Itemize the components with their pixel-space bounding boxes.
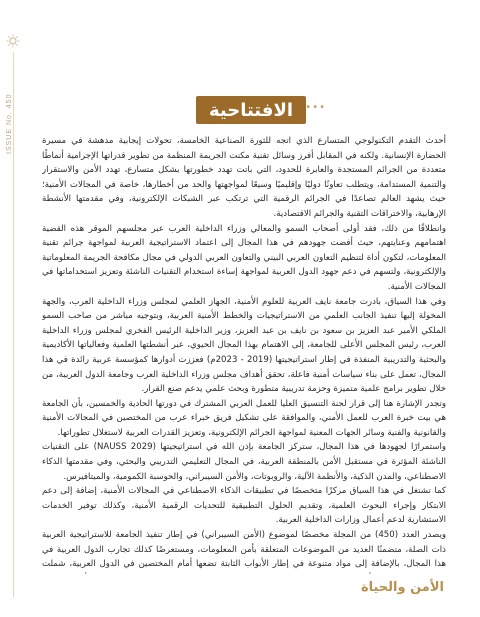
page-title: الافتتاحية <box>208 99 294 121</box>
paragraph: وتجدر الإشارة هنا إلى قرار لجنة التنسيق العليا للعمل العربي المشترك في دورتها الحادية والخمسين، بأن الجامعة هي بيت خبرة العرب للعمل الأمني، والموافقة على تشكيل فريق خبراء عرب من المختصين في المجالات الأمنية والقانونية والفنية وسائر الجهات المعنية لمواجهة الجرائم الإلكترونية، وتعزيز القدرات العربية لاستغلال تطوراتها. <box>42 398 446 438</box>
paragraph: واستمرارًا لجهودها في هذا المجال، ستركز الجامعة بإذن الله في استراتيجيتها (NAUSS 2029) على التقنيات الناشئة المؤثرة في مستقبل الأمن بالمنطقة العربية، في المجال التعليمي التدريبي والبحثي، وفي مقدمتها الذكاء الاصطناعي، والمدن الذكية، والأنظمة الآلية، والروبوتات، والأمن السيبراني، والحوسبة الكمومية، والميتافيرس. <box>42 442 446 482</box>
editorial-body <box>42 134 446 574</box>
sidebar <box>0 0 32 617</box>
paragraph: كما تشتغل في هذا السياق مركزًا متخصصًا في تطبيقات الذكاء الاصطناعي في المجالات الأمنية، إضافة إلى دعم الابتكار وإجراء البحوث العلمية، وتقديم الحلول التطبيقية للتحديات الرقمية الأمنية، وكذلك توفير الخدمات الاستشارية لدعم أعمال وزارات الداخلية العربية. <box>42 486 446 526</box>
sidebar-divider <box>13 52 14 597</box>
paragraph: وانطلاقًا من ذلك، فقد أولى أصحاب السمو والمعالي وزراء الداخلية العرب عبر مجلسهم الموقر هذه القضية اهتمامهم وعنايتهم، حيث أفضت جهودهم في هذا المجال إلى اعتماد الاستراتيجية العربية لمواجهة جرائم تقنية المعلومات، لتكون أداة لتنظيم التعاون العربي البيني والتعاون العربي الدولي في مجال مكافحة الجريمة المعلوماتية والإلكترونية، ولتسهم في دعم جهود الدول العربية لمواجهة إساءة استخدام التقنيات الناشئة وتعزيز استخداماتها في المجالات الأمنية. <box>42 223 446 292</box>
paragraph: أحدث التقدم التكنولوجي المتسارع الذي اتجه للثورة الصناعية الخامسة، تحولات إيجابية مدهشة في مسيرة الحضارة الإنسانية. ولكنه في المقابل أفرز وسائل تقنية مكنت الجريمة المنظمة من تطوير قدراتها الإجرامية أنماطًا متعددة من الجرائم المستجدة والعابرة للحدود، التي باتت تهدد خطورتها بشكل متسارع، تهدد الأمن والاستقرار والتنمية المستدامة، ويتطلب تعاونًا دوليًا وإقليميًا وسيعًا لمواجهتها والحد من أخطارها، خاصة في المجالات الأمنية؛ حيث يشهد العالم تصاعدًا في الجرائم الرقمية التي ترتكب عبر الشبكات الإلكترونية، وفي مقدمتها الأنشطة الإرهابية، والاختراقات التقنية والجرائم الاقتصادية. <box>42 136 446 219</box>
footer-brand: الأمن والحياة <box>360 580 444 595</box>
title-dots-ornament: ••• <box>305 102 326 113</box>
issue-number-label: ISSUE No. 450 <box>6 93 13 154</box>
paragraph: ويصدر العدد (450) من المجلة مخصصًا لموضوع (الأمن السيبراني) في إطار تنفيذ الجامعة للاستراتيجية العربية ذات الصلة، متضمنًا العديد من الموضوعات المتعلقة بأمن المعلومات، ومستعرضًا كذلك تجارب الدول العربية في هذا المجال، بالإضافة إلى مواد متنوعة في إطار الأبواب الثابتة تضعها أمام المختصين في الدول العربية، شملت <box>42 530 446 570</box>
section-title-banner <box>196 96 326 124</box>
sun-ornament-icon <box>6 34 20 48</box>
paragraph: وفي هذا السياق، بادرت جامعة نايف العربية للعلوم الأمنية، الجهاز العلمي لمجلس وزراء الداخلية العرب، والجهة المخولة إليها تنفيذ الجانب العلمي من الاستراتيجيات والخطط الأمنية العربية، وبتوجيه مباشر من صاحب السمو الملكي الأمير عبد العزيز بن سعود بن نايف بن عبد العزيز، وزير الداخلية الرئيس الفخري لمجلس وزراء الداخلية العرب، رئيس المجلس الأعلى للجامعة، إلى الاهتمام بهذا المجال الحيوي، عبر أنشطتها العلمية وفعالياتها الأكاديمية والبحثية والتدريبية المنفذة في إطار استراتيجيتها (2019 - 2023م) فعززت أدوارها كمؤسسة عربية رائدة في هذا المجال، تعمل على بناء سياسات أمنية فاعلة، تحقق أهداف مجلس وزراء الداخلية العرب وجامعة الدول العربية، من خلال تطوير برامج علمية متميزة وحزمة تدريبية متطورة وبحث علمي يدعم صنع القرار. <box>42 296 446 395</box>
